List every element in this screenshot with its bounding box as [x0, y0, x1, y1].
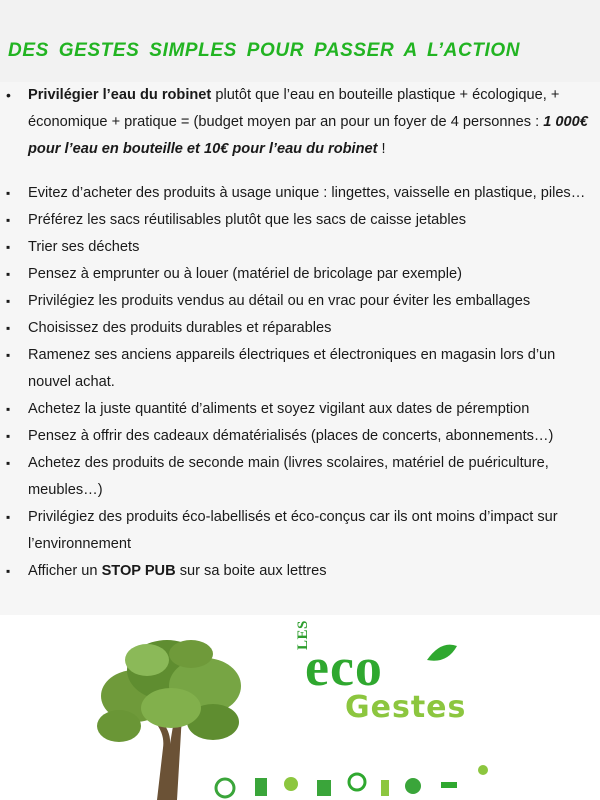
item-text: Afficher un [28, 563, 102, 579]
list-item [6, 342, 596, 396]
logo-les-text: LES [295, 620, 311, 650]
item-text: Evitez d’acheter des produits à usage unique : lingettes, vaisselle en plastique, piles… [28, 185, 586, 201]
item-text: Pensez à emprunter ou à louer (matériel de bricolage par exemple) [28, 266, 462, 282]
item-text: Privilégiez des produits éco-labellisés et éco-conçus car ils ont moins d’impact sur l’environnement [28, 509, 558, 552]
battery-icon [381, 780, 389, 796]
list-item [6, 450, 596, 504]
sun-icon [478, 765, 488, 775]
stop-pub-label: STOP PUB [101, 563, 176, 579]
bold-lead: Privilégier l’eau du robinet [28, 87, 212, 103]
list-item [6, 180, 596, 207]
bullet-square: ▪ [6, 510, 11, 524]
actions-list [6, 82, 596, 585]
item-text: Ramenez ses anciens appareils électriques et électroniques en magasin lors d’un nouvel achat. [28, 347, 556, 390]
item-text: sur sa boite aux lettres [175, 563, 327, 579]
item-text: plutôt que l’eau en bouteille plastique + écologique, + économique + pratique = (budget moyen par an pour un foyer de 4 personnes : [28, 87, 560, 130]
faucet-icon [441, 782, 457, 788]
bullet-square: ▪ [6, 240, 11, 254]
bin-icon [255, 778, 267, 796]
bullet-square: ▪ [6, 186, 11, 200]
actions-panel [0, 82, 600, 615]
list-item-water [6, 82, 596, 163]
bullet-square: ▪ [6, 429, 11, 443]
item-text: Préférez les sacs réutilisables plutôt que les sacs de caisse jetables [28, 212, 467, 228]
item-text: Achetez la juste quantité d’aliments et soyez vigilant aux dates de péremption [28, 401, 530, 417]
page-title: DES GESTES SIMPLES POUR PASSER A L’ACTION [8, 40, 521, 61]
logo-eco-text: eco [305, 637, 383, 697]
bulb-icon [349, 774, 365, 790]
list-item [6, 315, 596, 342]
item-text: Trier ses déchets [28, 239, 140, 255]
bullet-square: ▪ [6, 213, 11, 227]
list-item [6, 504, 596, 558]
item-text: Achetez des produits de seconde main (livres scolaires, matériel de puériculture, meubles…) [28, 455, 549, 498]
logo-gestes-text: Gestes [345, 690, 467, 725]
bullet-square: ▪ [6, 564, 11, 578]
item-end: ! [377, 141, 386, 157]
list-item-stop-pub [6, 558, 596, 585]
budget-highlight: 1 000€ pour l’eau en bouteille et 10€ pour l’eau du robinet [28, 114, 588, 157]
item-text: Pensez à offrir des cadeaux dématérialisés (places de concerts, abonnements…) [28, 428, 554, 444]
bullet-square: ▪ [6, 348, 11, 362]
list-item [6, 423, 596, 450]
leaf-icon [284, 777, 298, 791]
logo-leaf-icon [427, 645, 457, 661]
bullet-dot: • [6, 87, 11, 103]
list-item [6, 234, 596, 261]
recycle-icon [216, 779, 234, 797]
tree-icon [97, 640, 241, 800]
globe-icon [405, 778, 421, 794]
bullet-square: ▪ [6, 456, 11, 470]
bullet-square: ▪ [6, 402, 11, 416]
bullet-square: ▪ [6, 321, 11, 335]
house-icon [317, 780, 331, 796]
bullet-square: ▪ [6, 267, 11, 281]
item-text: Privilégiez les produits vendus au détail ou en vrac pour éviter les emballages [28, 293, 531, 309]
bullet-square: ▪ [6, 294, 11, 308]
list-item [6, 207, 596, 234]
eco-icons-row [216, 765, 488, 797]
list-item [6, 396, 596, 423]
list-item [6, 288, 596, 315]
list-item [6, 261, 596, 288]
item-text: Choisissez des produits durables et réparables [28, 320, 332, 336]
